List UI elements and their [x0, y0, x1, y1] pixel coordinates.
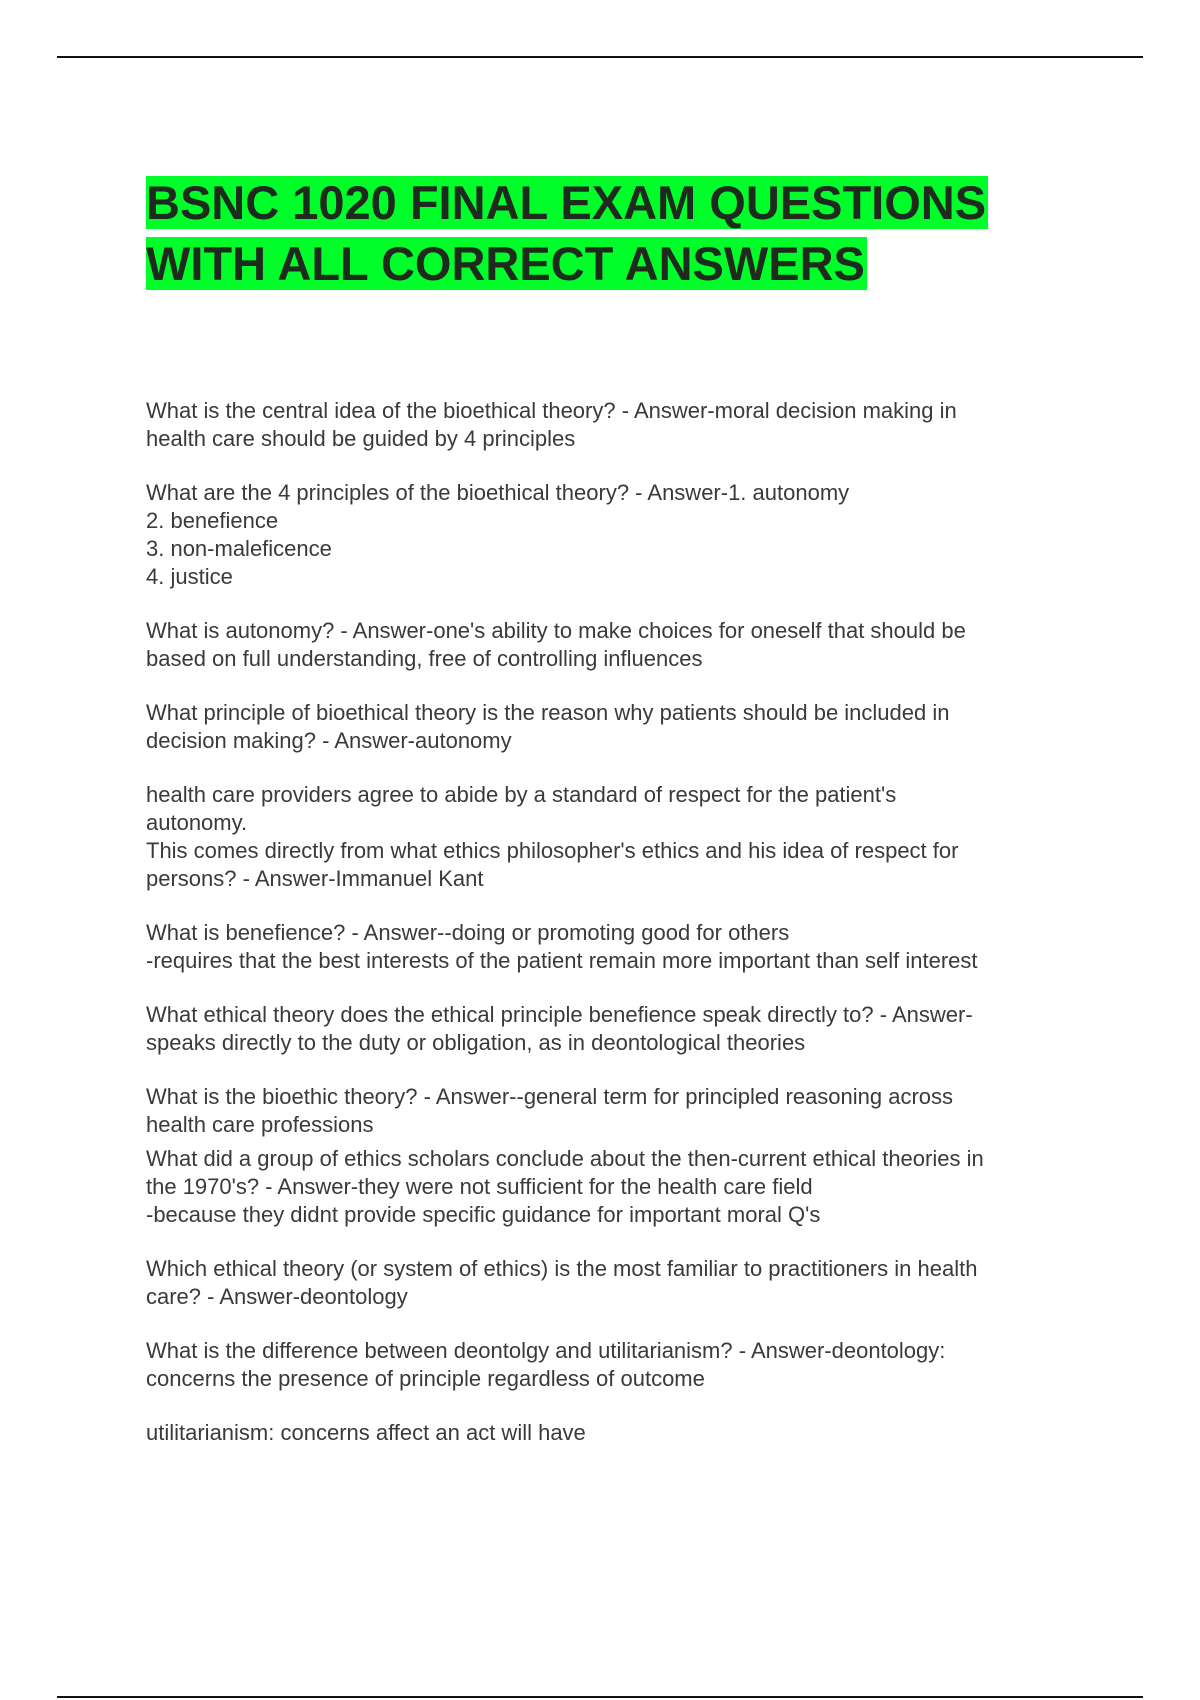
- qa-line: health care professions: [146, 1112, 374, 1137]
- qa-line: autonomy.: [146, 810, 248, 835]
- qa-line: -because they didnt provide specific guidance for important moral Q's: [146, 1202, 821, 1227]
- qa-line: speaks directly to the duty or obligation, as in deontological theories: [146, 1030, 806, 1055]
- qa-line: What are the 4 principles of the bioethical theory? - Answer-1. autonomy: [146, 480, 850, 505]
- qa-paragraph: [146, 699, 1086, 755]
- title-line-1: BSNC 1020 FINAL EXAM QUESTIONS: [146, 176, 987, 229]
- qa-line: What is benefience? - Answer--doing or promoting good for others: [146, 920, 790, 945]
- bottom-rule: [57, 1696, 1143, 1698]
- qa-paragraph: [146, 1001, 1086, 1057]
- qa-line: 2. benefience: [146, 508, 279, 533]
- qa-line: health care should be guided by 4 principles: [146, 426, 576, 451]
- qa-paragraph: [146, 479, 1086, 591]
- qa-paragraph: [146, 781, 1086, 893]
- qa-line: health care providers agree to abide by a standard of respect for the patient's: [146, 782, 897, 807]
- qa-line: What principle of bioethical theory is the reason why patients should be included in: [146, 700, 950, 725]
- qa-line: 4. justice: [146, 564, 233, 589]
- qa-line: What did a group of ethics scholars conclude about the then-current ethical theories in: [146, 1146, 984, 1171]
- qa-line: care? - Answer-deontology: [146, 1284, 408, 1309]
- qa-content: [146, 397, 1086, 1447]
- qa-line: What is the bioethic theory? - Answer--general term for principled reasoning across: [146, 1084, 954, 1109]
- qa-line: This comes directly from what ethics philosopher's ethics and his idea of respect for: [146, 838, 959, 863]
- qa-line: decision making? - Answer-autonomy: [146, 728, 512, 753]
- qa-line: 3. non-maleficence: [146, 536, 332, 561]
- qa-line: What is the central idea of the bioethical theory? - Answer-moral decision making in: [146, 398, 957, 423]
- qa-line: Which ethical theory (or system of ethics) is the most familiar to practitioners in health: [146, 1256, 978, 1281]
- qa-paragraph: [146, 1255, 1086, 1311]
- qa-line: concerns the presence of principle regardless of outcome: [146, 1366, 705, 1391]
- qa-line: What ethical theory does the ethical principle benefience speak directly to? - Answer-: [146, 1002, 973, 1027]
- qa-paragraph: [146, 397, 1086, 453]
- qa-line: What is autonomy? - Answer-one's ability to make choices for oneself that should be: [146, 618, 966, 643]
- qa-paragraph: [146, 919, 1086, 975]
- qa-line: persons? - Answer-Immanuel Kant: [146, 866, 484, 891]
- qa-paragraph: [146, 1419, 1086, 1447]
- qa-paragraph: [146, 1083, 1086, 1139]
- qa-paragraph: [146, 1337, 1086, 1393]
- title-line-2: WITH ALL CORRECT ANSWERS: [146, 237, 865, 290]
- top-rule: [57, 56, 1143, 58]
- qa-paragraph: [146, 617, 1086, 673]
- document-title: [146, 172, 1106, 294]
- qa-line: utilitarianism: concerns affect an act will have: [146, 1420, 586, 1445]
- qa-line: -requires that the best interests of the patient remain more important than self interest: [146, 948, 978, 973]
- qa-paragraph: [146, 1145, 1086, 1229]
- qa-line: based on full understanding, free of controlling influences: [146, 646, 703, 671]
- qa-line: What is the difference between deontolgy and utilitarianism? - Answer-deontology:: [146, 1338, 946, 1363]
- qa-line: the 1970's? - Answer-they were not sufficient for the health care field: [146, 1174, 813, 1199]
